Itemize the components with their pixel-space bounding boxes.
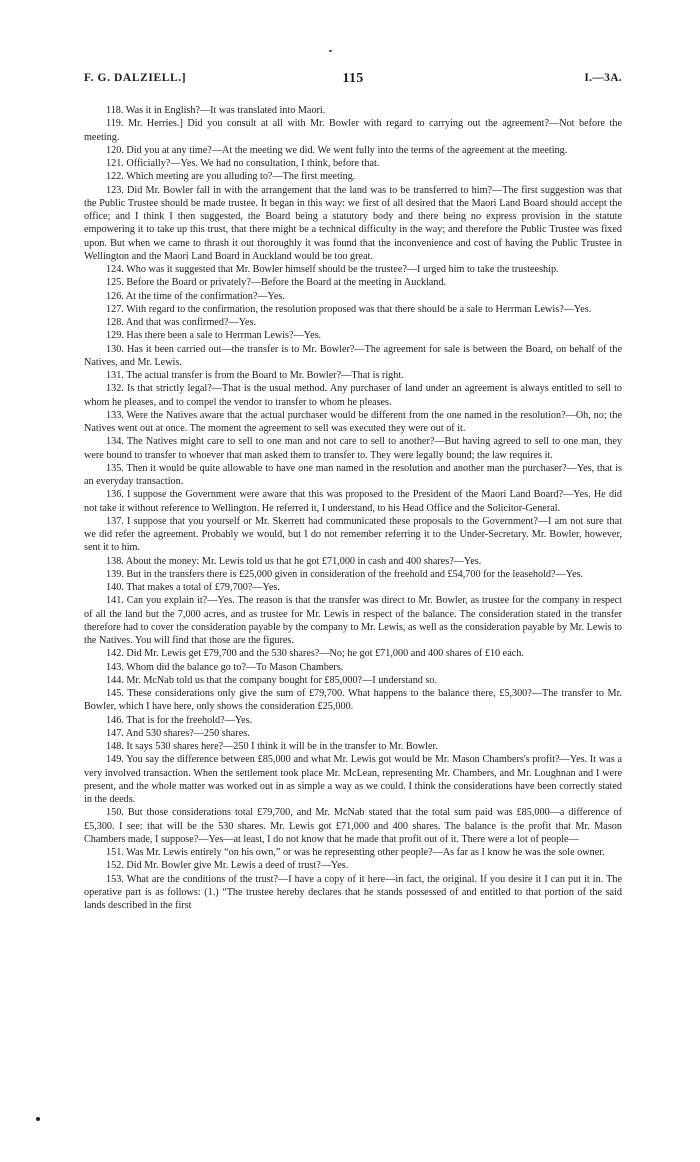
margin-dot (36, 1117, 40, 1121)
testimony-paragraph: 138. About the money: Mr. Lewis told us that he got £71,000 in cash and 400 shares?—Yes. (106, 555, 482, 567)
testimony-paragraph: 130. Has it been carried out—the transfer is to Mr. Bowler?—The agreement for sale is between the Board, on behalf of the Natives, and Mr. Lewis. (84, 343, 622, 368)
testimony-paragraph: 129. Has there been a sale to Herrman Lewis?—Yes. (106, 330, 322, 342)
testimony-paragraph: 141. Can you explain it?—Yes. The reason is that the transfer was direct to Mr. Bowler, as trustee for the company in respect of all the land but the 7,000 acres, and as trustee for Mr. Lewis in respect of the balance. The consideration stated in the transfer therefore had to cover the consideration payable by the company to Mr. Lewis, as well as the consideration payable by Mr. Lewis to the Natives. You will find that those are the figures. (84, 595, 622, 646)
testimony-paragraph: 147. And 530 shares?—250 shares. (106, 727, 250, 739)
scan-mark (329, 50, 332, 52)
testimony-paragraph: 123. Did Mr. Bowler fall in with the arrangement that the land was to be transferred to him?—The first suggestion was that the Public Trustee should be made trustee. It began in this way: we first of all desired that the Maori Land Board should accept the office; and I think I then suggested, the Board being a statutory body and there being no express provision in the statute empowering it to take up this trust, that there might be a technical difficulty in the way; and therefore the Public Trustee was fixed upon. But when we came to thrash it out thoroughly it was found that the inconvenience and cost of having the Public Trustee in Wellington and the Maori Land Board in Auckland would be too great. (84, 184, 622, 262)
testimony-paragraph: 125. Before the Board or privately?—Before the Board at the meeting in Auckland. (106, 277, 447, 289)
testimony-paragraph: 150. But those considerations total £79,700, and Mr. McNab stated that the total sum paid was £85,000—a difference of £5,300. I see: that will be the 530 shares. Mr. Lewis got £71,000 and 400 shares. The balance is the profit that Mr. Mason Chambers made, I suppose?—Yes—at least, I do not know that he made that profit out of it. There were a lot of people— (84, 807, 622, 845)
testimony-paragraph: 135. Then it would be quite allowable to have one man named in the resolution and another man the purchaser?—Yes, that is an everyday transaction. (84, 462, 622, 487)
testimony-paragraph: 132. Is that strictly legal?—That is the usual method. Any purchaser of land under an agreement is always entitled to sell to whom he pleases, and to compel the vendor to transfer to whom he pleases. (84, 383, 622, 408)
testimony-paragraph: 122. Which meeting are you alluding to?—The first meeting. (106, 171, 356, 183)
testimony-paragraph: 152. Did Mr. Bowler give Mr. Lewis a deed of trust?—Yes. (106, 860, 349, 872)
header-witness-name: F. G. DALZIELL.] (84, 72, 187, 84)
testimony-paragraph: 118. Was it in English?—It was translated into Maori. (106, 105, 326, 116)
testimony-paragraph: 149. You say the difference between £85,000 and what Mr. Lewis got would be Mr. Mason Chambers's profit?—Yes. It was a very involved transaction. When the settlement took place Mr. McLean, representing Mr. Chambers, and Mr. Loughnan and I were present, and the whole matter was worked out in as simple a way as we could. I think the considerations have been correctly stated in the deeds. (84, 754, 622, 805)
testimony-paragraph: 131. The actual transfer is from the Board to Mr. Bowler?—That is right. (106, 370, 404, 381)
testimony-paragraph: 142. Did Mr. Lewis get £79,700 and the 530 shares?—No; he got £71,000 and 400 shares of £10 each. (106, 648, 524, 660)
testimony-paragraph: 143. Whom did the balance go to?—To Mason Chambers. (106, 661, 344, 673)
testimony-paragraph: 145. These considerations only give the sum of £79,700. What happens to the balance there, £5,300?—The transfer to Mr. Bowler, which I have here, only shows the consideration £25,000. (84, 688, 622, 713)
testimony-paragraph: 153. What are the conditions of the trust?—I have a copy of it here—in fact, the original. If you desire it I can put it in. The operative part is as follows: (1.) “The trustee hereby declares that he stands possessed of and entitled to that portion of the said lands described in the first (84, 873, 622, 911)
header-paper-reference: I.—3A. (584, 72, 622, 84)
testimony-paragraph: 148. It says 530 shares here?—250 I think it will be in the transfer to Mr. Bowler. (106, 741, 438, 752)
testimony-paragraph: 128. And that was confirmed?—Yes. (106, 317, 257, 328)
testimony-paragraph: 151. Was Mr. Lewis entirely “on his own,” or was he representing other people?—As far as I know he was the sole owner. (106, 847, 605, 858)
testimony-paragraph: 139. But in the transfers there is £25,000 given in consideration of the freehold and £54,700 for the leasehold?—Yes. (106, 568, 584, 580)
testimony-paragraph: 134. The Natives might care to sell to one man and not care to sell to another?—But having agreed to sell to one man, they were bound to transfer to whoever that man asked them to transfer to. They were legally bound; the law requires it. (84, 436, 622, 461)
testimony-paragraph: 124. Who was it suggested that Mr. Bowler himself should be the trustee?—I urged him to take the trusteeship. (106, 264, 559, 275)
testimony-paragraph: 119. Mr. Herries.] Did you consult at all with Mr. Bowler with regard to carrying out the agreement?—Not before the meeting. (84, 118, 622, 143)
testimony-body (84, 104, 622, 912)
page-number: 115 (342, 71, 364, 86)
testimony-paragraph: 120. Did you at any time?—At the meeting we did. We went fully into the terms of the agreement at the meeting. (106, 144, 568, 156)
testimony-paragraph: 137. I suppose that you yourself or Mr. Skerrett had communicated these proposals to the Government?—I am not sure that we did refer the agreement. Probably we would, but I do not remember referring it to the Under-Secretary. Mr. Bowler, however, sent it to him. (84, 515, 622, 554)
testimony-paragraph: 127. With regard to the confirmation, the resolution proposed was that there should be a sale to Herrman Lewis?—Yes. (106, 303, 592, 315)
testimony-paragraph: 126. At the time of the confirmation?—Yes. (106, 290, 285, 302)
testimony-paragraph: 136. I suppose the Government were aware that this was proposed to the President of the Maori Land Board?—Yes. He did not take it without reference to Wellington. He referred it, I understand, to his Head Office and the Solicitor-General. (84, 489, 622, 514)
testimony-paragraph: 140. That makes a total of £79,700?—Yes. (106, 582, 280, 593)
testimony-paragraph: 121. Officially?—Yes. We had no consultation, I think, before that. (106, 158, 380, 169)
testimony-paragraph: 133. Were the Natives aware that the actual purchaser would be different from the one named in the resolution?—Oh, no; the Natives went out at once. The moment the agreement to sell was executed they were out of it. (84, 409, 622, 434)
testimony-paragraph: 144. Mr. McNab told us that the company bought for £85,000?—I understand so. (106, 674, 438, 686)
page-header (84, 72, 622, 90)
testimony-paragraph: 146. That is for the freehold?—Yes. (106, 714, 253, 726)
